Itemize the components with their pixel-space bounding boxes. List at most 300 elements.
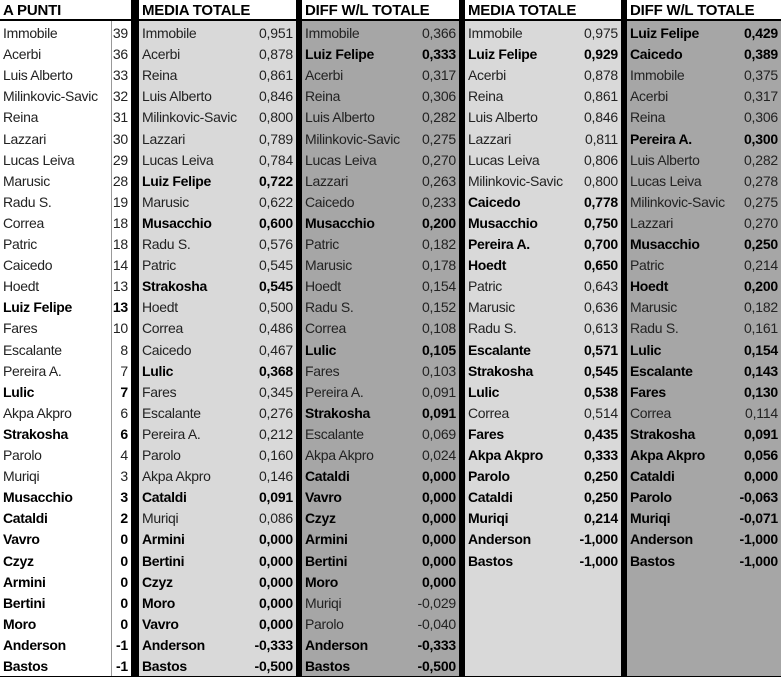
table-row [627, 551, 781, 572]
table-row [139, 635, 296, 656]
table-row [465, 86, 621, 107]
table-row [0, 192, 131, 213]
player-name: Muriqi [468, 511, 509, 527]
column-header [0, 0, 131, 21]
player-value: -0,040 [417, 615, 456, 632]
player-value: 0,108 [421, 320, 456, 337]
player-name: Lucas Leiva [3, 152, 75, 168]
table-row [302, 171, 459, 192]
player-value: 0,000 [421, 468, 456, 485]
table-row [0, 551, 131, 572]
table-row [0, 656, 131, 677]
player-value: 0,486 [258, 320, 293, 337]
table-row [0, 65, 131, 86]
player-name: Muriqi [3, 469, 40, 485]
player-value: 0,214 [743, 257, 778, 274]
player-name: Radu S. [305, 300, 354, 316]
table-row [139, 276, 296, 297]
player-value: 13 [112, 299, 128, 316]
table-row [0, 593, 131, 614]
player-value: 0,233 [421, 193, 456, 210]
table-row [0, 129, 131, 150]
player-name: Czyz [142, 574, 173, 590]
table-row [627, 234, 781, 255]
table-row [627, 23, 781, 44]
table-row [627, 107, 781, 128]
table-row [0, 318, 131, 339]
player-value: 0,545 [258, 257, 293, 274]
player-name: Musacchio [142, 215, 212, 231]
player-name: Caicedo [305, 194, 355, 210]
player-value: 0,024 [421, 447, 456, 463]
table-diff-wl-totale-2 [627, 0, 781, 676]
player-value: 0,250 [583, 468, 618, 485]
table-row [139, 572, 296, 593]
player-value: 0,389 [743, 46, 778, 63]
player-value: 0,784 [258, 151, 293, 168]
player-name: Reina [3, 110, 39, 126]
player-name: Parolo [305, 616, 344, 632]
player-name: Parolo [630, 490, 672, 506]
player-name: Marusic [630, 300, 677, 316]
table-media-totale-1 [139, 0, 296, 676]
player-name: Patric [468, 279, 502, 295]
player-name: Cataldi [468, 490, 513, 506]
player-value: 0,091 [421, 404, 456, 421]
player-name: Czyz [305, 511, 336, 527]
player-name: Musacchio [468, 215, 538, 231]
player-value: 0,622 [258, 193, 293, 210]
player-value: 0,600 [258, 214, 293, 231]
table-row [139, 192, 296, 213]
player-value: 0,545 [258, 278, 293, 295]
table-row [627, 213, 781, 234]
player-name: Caicedo [3, 258, 53, 274]
player-value: 0,545 [583, 362, 618, 379]
player-name: Luiz Felipe [630, 26, 700, 41]
player-name: Parolo [142, 448, 181, 463]
player-value: 0,069 [421, 425, 456, 442]
player-value: 0,000 [421, 510, 456, 527]
player-value: -0,500 [417, 658, 456, 674]
table-row [302, 150, 459, 171]
player-name: Fares [142, 384, 177, 400]
player-name: Radu S. [630, 321, 679, 337]
player-value: 0,929 [583, 46, 618, 63]
table-row [627, 171, 781, 192]
table-row [302, 382, 459, 403]
player-value: 3 [120, 489, 128, 506]
table-row [139, 445, 296, 466]
player-value: -1,000 [739, 552, 778, 569]
player-value: 0,263 [421, 172, 456, 189]
table-row [302, 255, 459, 276]
player-value: 4 [120, 447, 128, 463]
player-value: 0,056 [743, 447, 778, 463]
player-name: Milinkovic-Savic [305, 131, 400, 147]
column-header [302, 0, 459, 21]
table-row [139, 297, 296, 318]
table-row [302, 86, 459, 107]
player-value: 0,114 [745, 404, 778, 421]
player-name: Cataldi [3, 511, 48, 527]
table-row [302, 318, 459, 339]
player-name: Marusic [142, 194, 189, 210]
table-row [139, 86, 296, 107]
table-row [465, 382, 621, 403]
column-header [627, 0, 781, 21]
table-row [465, 23, 621, 44]
player-name: Hoedt [3, 279, 39, 295]
player-value: 0,270 [421, 151, 456, 168]
player-name: Cataldi [630, 469, 675, 485]
table-row [0, 382, 131, 403]
player-value: 0,333 [421, 46, 456, 63]
player-value: 0,154 [421, 278, 456, 295]
table-row [302, 551, 459, 572]
table-row [0, 213, 131, 234]
player-name: Lucas Leiva [468, 152, 540, 168]
player-value: 0,103 [421, 362, 456, 379]
player-value: 0,700 [583, 236, 618, 252]
table-row [627, 340, 781, 361]
player-name: Luiz Felipe [468, 47, 538, 63]
player-value: -0,333 [254, 636, 293, 653]
table-row [139, 107, 296, 128]
player-name: Fares [468, 426, 504, 442]
player-value: -0,500 [254, 658, 293, 674]
player-value: 19 [112, 193, 128, 210]
table-diff-wl-totale-1 [302, 0, 459, 676]
table-row [302, 297, 459, 318]
player-value: 3 [120, 468, 128, 485]
player-value: 7 [120, 362, 128, 379]
table-row [465, 551, 621, 572]
player-name: Lulic [305, 342, 337, 358]
table-row [139, 234, 296, 255]
player-value: 2 [120, 510, 128, 527]
table-row [139, 340, 296, 361]
player-value: 0,276 [258, 404, 293, 421]
table-row [627, 44, 781, 65]
column-header [139, 0, 296, 21]
player-value: 0,643 [583, 278, 618, 295]
player-value: 0,182 [421, 236, 456, 252]
table-row [139, 424, 296, 445]
player-name: Muriqi [142, 511, 179, 527]
player-name: Luiz Felipe [3, 300, 73, 316]
player-value: -0,333 [417, 636, 456, 653]
table-row [465, 445, 621, 466]
table-row [139, 593, 296, 614]
table-row [627, 529, 781, 550]
table-row [465, 340, 621, 361]
table-row [0, 44, 131, 65]
table-row [139, 213, 296, 234]
player-value: 0,806 [583, 151, 618, 168]
player-name: Lulic [468, 384, 500, 400]
player-value: 0,722 [258, 172, 293, 189]
player-name: Luis Alberto [305, 110, 375, 126]
player-name: Milinkovic-Savic [3, 89, 98, 105]
player-value: 0,152 [421, 299, 456, 316]
table-row [0, 107, 131, 128]
player-value: 0,333 [583, 447, 618, 463]
table-row [0, 86, 131, 107]
table-row [465, 529, 621, 550]
player-value: 0,375 [743, 67, 778, 84]
player-name: Bertini [3, 595, 46, 611]
table-row [302, 361, 459, 382]
table-row [302, 656, 459, 677]
table-row [627, 297, 781, 318]
player-value: 0,282 [743, 151, 778, 168]
player-name: Anderson [305, 637, 368, 653]
player-name: Armini [305, 532, 348, 548]
table-row [465, 107, 621, 128]
player-name: Armini [142, 532, 185, 548]
player-name: Anderson [3, 637, 66, 653]
table-row [302, 192, 459, 213]
player-value: -1,000 [739, 531, 778, 548]
table-row [627, 276, 781, 297]
player-value: 0,161 [743, 320, 778, 337]
player-name: Vavro [305, 490, 342, 506]
table-row [465, 424, 621, 445]
player-name: Bastos [142, 659, 187, 674]
player-value: 0,861 [258, 67, 293, 84]
player-value: 18 [112, 236, 128, 252]
player-name: Lulic [3, 384, 35, 400]
player-name: Escalante [630, 363, 693, 379]
player-value: 0,613 [583, 320, 618, 337]
player-name: Hoedt [305, 279, 341, 295]
player-value: 0,282 [421, 109, 456, 126]
table-row [302, 424, 459, 445]
player-value: 28 [112, 172, 128, 189]
player-name: Acerbi [3, 47, 41, 63]
player-name: Anderson [142, 637, 205, 653]
table-row [465, 150, 621, 171]
table-row [139, 361, 296, 382]
player-value: 10 [112, 320, 128, 337]
player-name: Musacchio [3, 490, 73, 506]
player-value: 0,250 [743, 236, 778, 252]
player-value: 0,317 [421, 67, 456, 84]
table-row [627, 361, 781, 382]
player-value: 0,000 [258, 531, 293, 548]
table-row [139, 487, 296, 508]
player-value: 0,846 [258, 88, 293, 105]
player-name: Muriqi [305, 595, 342, 611]
player-value: 0,086 [258, 510, 293, 527]
player-value: 0,000 [258, 594, 293, 611]
player-name: Escalante [305, 426, 364, 442]
player-value: 0,143 [743, 362, 778, 379]
table-row [0, 508, 131, 529]
table-row [627, 129, 781, 150]
player-name: Strakosha [142, 279, 207, 295]
player-value: 0,160 [258, 447, 293, 463]
table-row [139, 23, 296, 44]
player-name: Acerbi [142, 47, 180, 63]
player-name: Marusic [3, 173, 50, 189]
player-value: 0,345 [258, 383, 293, 400]
table-media-totale-2 [465, 0, 621, 676]
player-value: 0,800 [583, 172, 618, 189]
player-value: 0,576 [258, 236, 293, 252]
table-row [302, 23, 459, 44]
player-value: 30 [112, 130, 128, 147]
table-row [139, 44, 296, 65]
table-row [465, 508, 621, 529]
table-row [302, 65, 459, 86]
table-row [302, 508, 459, 529]
player-name: Milinkovic-Savic [468, 173, 563, 189]
player-value: 0,300 [743, 130, 778, 147]
player-value: 0,214 [583, 510, 618, 527]
table-row [465, 65, 621, 86]
player-name: Immobile [305, 26, 360, 41]
table-row [465, 487, 621, 508]
table-row [0, 487, 131, 508]
player-name: Lazzari [3, 131, 47, 147]
table-row [465, 171, 621, 192]
player-name: Patric [630, 258, 664, 274]
player-value: -1,000 [579, 531, 618, 548]
table-row [302, 529, 459, 550]
player-name: Cataldi [142, 490, 187, 506]
table-row [0, 234, 131, 255]
player-value: 0,811 [585, 130, 618, 147]
table-row [139, 318, 296, 339]
player-value: 0 [120, 594, 128, 611]
player-name: Correa [630, 405, 671, 421]
table-row [0, 297, 131, 318]
table-row [302, 572, 459, 593]
player-name: Vavro [142, 616, 179, 632]
player-value: 0,951 [258, 25, 293, 41]
player-name: Bastos [3, 659, 48, 674]
player-name: Bastos [630, 553, 675, 569]
player-name: Musacchio [305, 215, 375, 231]
player-name: Reina [142, 68, 178, 84]
player-value: 0,000 [258, 552, 293, 569]
table-row [139, 656, 296, 677]
table-row [0, 614, 131, 635]
player-value: 0,467 [258, 341, 293, 358]
player-name: Hoedt [468, 258, 507, 274]
player-value: 0,571 [583, 341, 618, 358]
player-value: -1 [115, 658, 128, 674]
table-row [627, 86, 781, 107]
table-row [627, 192, 781, 213]
player-name: Marusic [305, 258, 352, 274]
table-row [302, 276, 459, 297]
player-name: Moro [142, 595, 176, 611]
player-value: 6 [120, 404, 128, 421]
player-name: Escalante [3, 342, 62, 358]
table-row [139, 403, 296, 424]
table-row [302, 487, 459, 508]
player-name: Patric [142, 258, 176, 274]
player-name: Armini [3, 574, 46, 590]
player-value: 0,146 [258, 468, 293, 485]
player-value: 0,650 [583, 257, 618, 274]
player-name: Vavro [3, 532, 40, 548]
player-name: Luis Alberto [630, 152, 700, 168]
table-row [302, 593, 459, 614]
table-row [465, 403, 621, 424]
player-name: Moro [3, 616, 37, 632]
player-name: Pereira A. [142, 426, 201, 442]
table-row [0, 403, 131, 424]
player-value: 29 [112, 151, 128, 168]
player-value: -0,029 [417, 594, 456, 611]
table-row [139, 614, 296, 635]
table-row [627, 424, 781, 445]
player-name: Musacchio [630, 237, 700, 252]
player-value: 0,182 [743, 299, 778, 316]
table-row [139, 508, 296, 529]
player-name: Luiz Felipe [142, 173, 212, 189]
player-value: 0,200 [743, 278, 778, 295]
player-name: Caicedo [468, 194, 521, 210]
player-value: 0,789 [258, 130, 293, 147]
player-value: 0,368 [258, 362, 293, 379]
player-name: Anderson [630, 532, 693, 548]
player-name: Radu S. [142, 237, 191, 252]
table-row [465, 466, 621, 487]
player-value: 0,500 [258, 299, 293, 316]
player-name: Parolo [468, 469, 510, 485]
player-name: Patric [3, 237, 37, 252]
player-value: 0,130 [743, 383, 778, 400]
player-value: 0,000 [421, 489, 456, 506]
player-name: Lazzari [630, 215, 674, 231]
player-name: Caicedo [630, 47, 683, 63]
player-value: -1,000 [579, 552, 618, 569]
player-value: 0,000 [743, 468, 778, 485]
column-header-label: MEDIA TOTALE [468, 2, 577, 19]
player-name: Marusic [468, 300, 515, 316]
player-name: Acerbi [305, 68, 343, 84]
player-name: Anderson [468, 532, 531, 548]
player-name: Lulic [630, 342, 662, 358]
table-row [465, 234, 621, 255]
player-value: 0,514 [583, 404, 618, 421]
player-name: Luis Alberto [468, 110, 538, 126]
table-row [302, 614, 459, 635]
player-name: Correa [468, 405, 509, 421]
player-value: 0,975 [583, 25, 618, 41]
player-value: 0,091 [421, 383, 456, 400]
player-value: 0,861 [583, 88, 618, 105]
player-name: Immobile [630, 68, 685, 84]
player-value: 0,212 [258, 425, 293, 442]
table-row [627, 255, 781, 276]
table-row [139, 150, 296, 171]
player-name: Cataldi [305, 469, 350, 485]
player-name: Correa [305, 321, 346, 337]
player-value: 0,154 [743, 341, 778, 358]
table-row [139, 529, 296, 550]
table-row [0, 361, 131, 382]
table-row [139, 65, 296, 86]
table-row [465, 255, 621, 276]
player-value: 0,778 [583, 193, 618, 210]
player-value: 0,538 [583, 383, 618, 400]
